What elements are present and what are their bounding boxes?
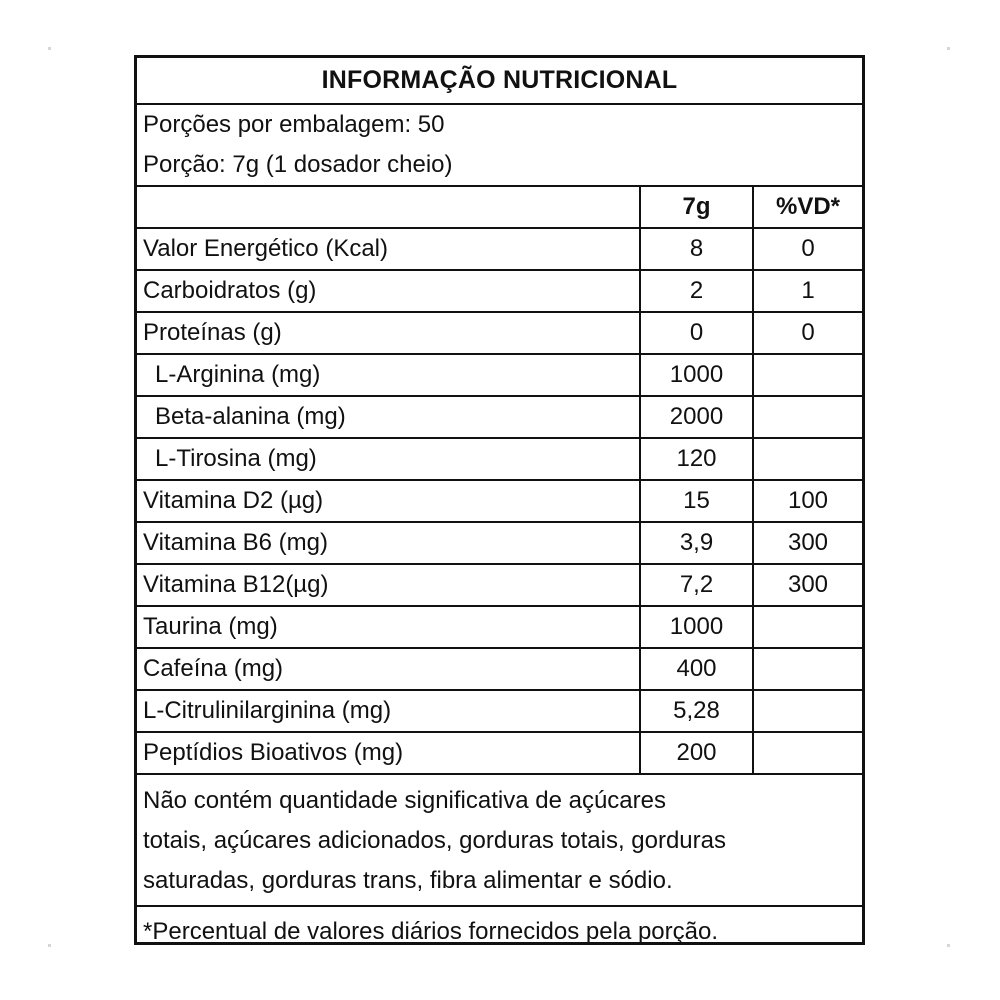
nutrient-amount: 1000: [640, 606, 753, 648]
nutrient-amount: 2000: [640, 396, 753, 438]
nutrient-dv: [753, 648, 862, 690]
nutrition-table: [137, 187, 862, 775]
table-row: [137, 396, 862, 438]
nutrient-amount: 3,9: [640, 522, 753, 564]
corner-mark: [48, 944, 51, 947]
serving-size: Porção: 7g (1 dosador cheio): [137, 145, 862, 187]
nutrient-amount: 7,2: [640, 564, 753, 606]
nutrient-name: Vitamina B12(µg): [137, 564, 640, 606]
nutrient-name: Beta-alanina (mg): [137, 396, 640, 438]
corner-mark: [947, 944, 950, 947]
nutrient-dv: 1: [753, 270, 862, 312]
header-amount: 7g: [640, 187, 753, 228]
table-row: [137, 564, 862, 606]
nutrient-dv: 300: [753, 522, 862, 564]
table-header-row: [137, 187, 862, 228]
note-line: saturadas, gorduras trans, fibra alimentar e sódio.: [143, 867, 673, 894]
note-line: totais, açúcares adicionados, gorduras totais, gorduras: [143, 827, 726, 854]
nutrient-dv: 0: [753, 312, 862, 354]
header-nutrient: [137, 187, 640, 228]
nutrient-name: Peptídios Bioativos (mg): [137, 732, 640, 774]
table-row: [137, 480, 862, 522]
table-row: [137, 522, 862, 564]
nutrient-amount: 8: [640, 228, 753, 270]
disclaimer-note: [137, 775, 862, 907]
nutrient-dv: [753, 606, 862, 648]
nutrient-amount: 15: [640, 480, 753, 522]
nutrient-name: Cafeína (mg): [137, 648, 640, 690]
nutrient-dv: 300: [753, 564, 862, 606]
nutrient-dv: [753, 690, 862, 732]
table-row: [137, 312, 862, 354]
table-row: [137, 648, 862, 690]
nutrient-name: L-Citrulinilarginina (mg): [137, 690, 640, 732]
nutrient-dv: 100: [753, 480, 862, 522]
nutrient-amount: 120: [640, 438, 753, 480]
table-row: [137, 732, 862, 774]
table-row: [137, 606, 862, 648]
footnote: *Percentual de valores diários fornecidos pela porção.: [143, 918, 719, 945]
header-daily-value: %VD*: [753, 187, 862, 228]
nutrient-dv: [753, 396, 862, 438]
nutrient-name: Carboidratos (g): [137, 270, 640, 312]
nutrient-amount: 200: [640, 732, 753, 774]
nutrition-facts-label: [134, 55, 865, 945]
nutrient-name: Vitamina D2 (µg): [137, 480, 640, 522]
nutrient-amount: 0: [640, 312, 753, 354]
corner-mark: [48, 47, 51, 50]
nutrient-name: Taurina (mg): [137, 606, 640, 648]
table-row: [137, 270, 862, 312]
nutrient-amount: 2: [640, 270, 753, 312]
nutrient-amount: 5,28: [640, 690, 753, 732]
nutrient-dv: [753, 732, 862, 774]
label-title: INFORMAÇÃO NUTRICIONAL: [137, 58, 862, 105]
nutrient-dv: [753, 354, 862, 396]
table-row: [137, 228, 862, 270]
nutrient-dv: [753, 438, 862, 480]
table-row: [137, 690, 862, 732]
nutrient-dv: 0: [753, 228, 862, 270]
nutrient-name: Proteínas (g): [137, 312, 640, 354]
nutrient-amount: 400: [640, 648, 753, 690]
corner-mark: [947, 47, 950, 50]
nutrient-name: L-Tirosina (mg): [137, 438, 640, 480]
table-row: [137, 438, 862, 480]
table-row: [137, 354, 862, 396]
nutrient-name: Valor Energético (Kcal): [137, 228, 640, 270]
nutrient-name: L-Arginina (mg): [137, 354, 640, 396]
nutrient-name: Vitamina B6 (mg): [137, 522, 640, 564]
nutrient-amount: 1000: [640, 354, 753, 396]
note-line: Não contém quantidade significativa de açúcares: [143, 787, 666, 814]
servings-per-package: Porções por embalagem: 50: [143, 111, 445, 138]
